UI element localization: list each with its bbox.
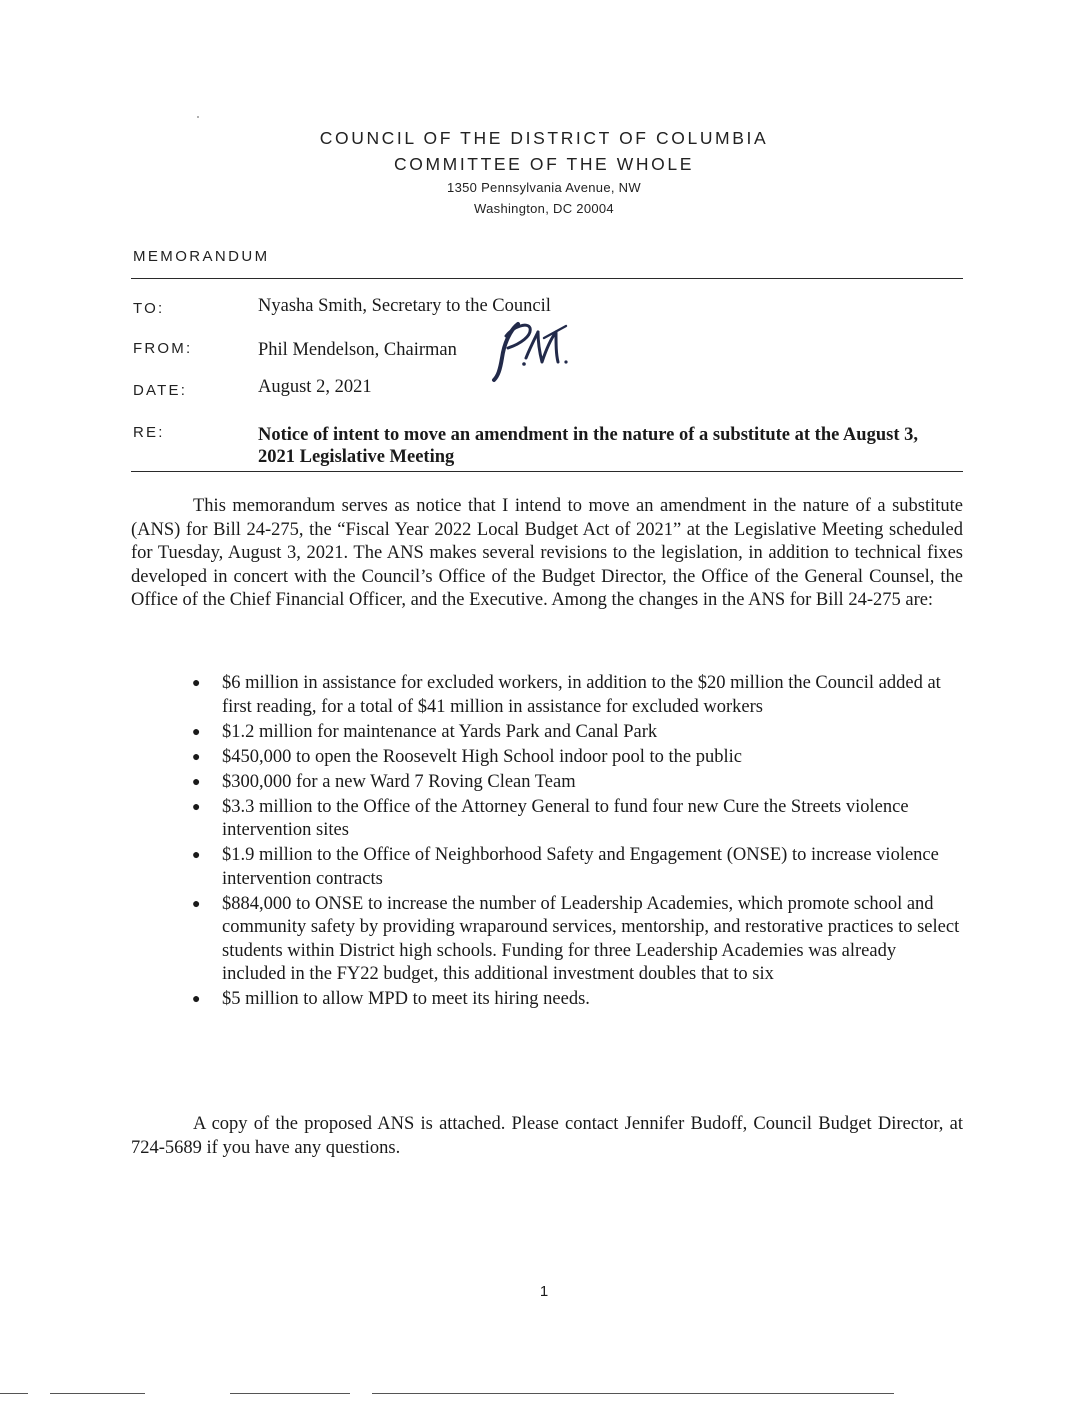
to-value: Nyasha Smith, Secretary to the Council bbox=[258, 296, 551, 316]
to-label: TO: bbox=[133, 300, 165, 317]
page-number: 1 bbox=[539, 1283, 549, 1300]
list-item: ● $3.3 million to the Office of the Attorney General to fund four new Cure the Streets violence intervention sites bbox=[192, 796, 909, 840]
letterhead-address-line2: Washington, DC 20004 bbox=[474, 201, 614, 216]
list-item: ● $300,000 for a new Ward 7 Roving Clean Team bbox=[190, 771, 960, 795]
scan-artifact-line bbox=[0, 1393, 28, 1394]
bullet-icon: ● bbox=[192, 774, 201, 790]
bullet-icon: ● bbox=[192, 992, 201, 1007]
list-item: ● $450,000 to open the Roosevelt High School indoor pool to the public bbox=[190, 746, 960, 770]
date-value: August 2, 2021 bbox=[258, 377, 372, 397]
re-value: Notice of intent to move an amendment in the nature of a substitute at the August 3, 2021 Legislative Meeting bbox=[258, 425, 918, 467]
bullet-icon: ● bbox=[192, 799, 201, 815]
letterhead-committee: COMMITTEE OF THE WHOLE bbox=[394, 154, 694, 174]
date-label: DATE: bbox=[133, 382, 188, 399]
re-label: RE: bbox=[133, 424, 165, 441]
memorandum-label: MEMORANDUM bbox=[133, 248, 270, 265]
bullet-icon: ● bbox=[192, 724, 201, 740]
header-top-rule bbox=[131, 278, 963, 279]
scan-artifact-line bbox=[372, 1393, 894, 1394]
scan-artifact-line bbox=[50, 1393, 145, 1394]
changes-list bbox=[190, 672, 960, 1013]
list-item: ● $6 million in assistance for excluded workers, in addition to the $20 million the Council added at first reading, for a total of $41 million in assistance for excluded workers bbox=[192, 673, 941, 717]
letterhead-organization: COUNCIL OF THE DISTRICT OF COLUMBIA bbox=[319, 128, 769, 148]
list-item: ● $1.9 million to the Office of Neighborhood Safety and Engagement (ONSE) to increase violence intervention contracts bbox=[192, 845, 939, 889]
chairman-signature bbox=[484, 318, 574, 384]
bullet-icon: ● bbox=[192, 749, 201, 765]
list-item: ● $1.2 million for maintenance at Yards Park and Canal Park bbox=[190, 721, 960, 745]
bullet-icon: ● bbox=[192, 896, 201, 912]
list-item: ● $5 million to allow MPD to meet its hiring needs. bbox=[190, 988, 960, 1012]
letterhead-address-line1: 1350 Pennsylvania Avenue, NW bbox=[447, 180, 641, 195]
from-value: Phil Mendelson, Chairman bbox=[258, 340, 457, 360]
closing-paragraph: A copy of the proposed ANS is attached. Please contact Jennifer Budoff, Council Budget Director, at 724-5689 if you have any questions. bbox=[131, 1114, 963, 1158]
header-bottom-rule bbox=[131, 471, 963, 472]
bullet-icon: ● bbox=[192, 676, 201, 691]
from-label: FROM: bbox=[133, 340, 193, 357]
list-item: ● $884,000 to ONSE to increase the number of Leadership Academies, which promote school and community safety by providing wraparound services, mentorship, and restorative practices to select students within District high schools. Funding for three Leadership Academies was already included in the FY22 budget, this additional investment doubles that to six bbox=[192, 893, 960, 984]
scan-artifact-line bbox=[230, 1393, 350, 1394]
scan-speck bbox=[197, 116, 199, 118]
bullet-icon: ● bbox=[192, 848, 201, 863]
intro-paragraph: This memorandum serves as notice that I intend to move an amendment in the nature of a substitute (ANS) for Bill 24-275, the “Fiscal Year 2022 Local Budget Act of 2021” at the Legislative Meeting scheduled for Tuesday, August 3, 2021. The ANS makes several revisions to the legislation, in addition to technical fixes developed in concert with the Council’s Office of the Budget Director, the Office of the General Counsel, the Office of the Chief Financial Officer, and the Executive. Among the changes in the ANS for Bill 24-275 are: bbox=[131, 496, 963, 610]
